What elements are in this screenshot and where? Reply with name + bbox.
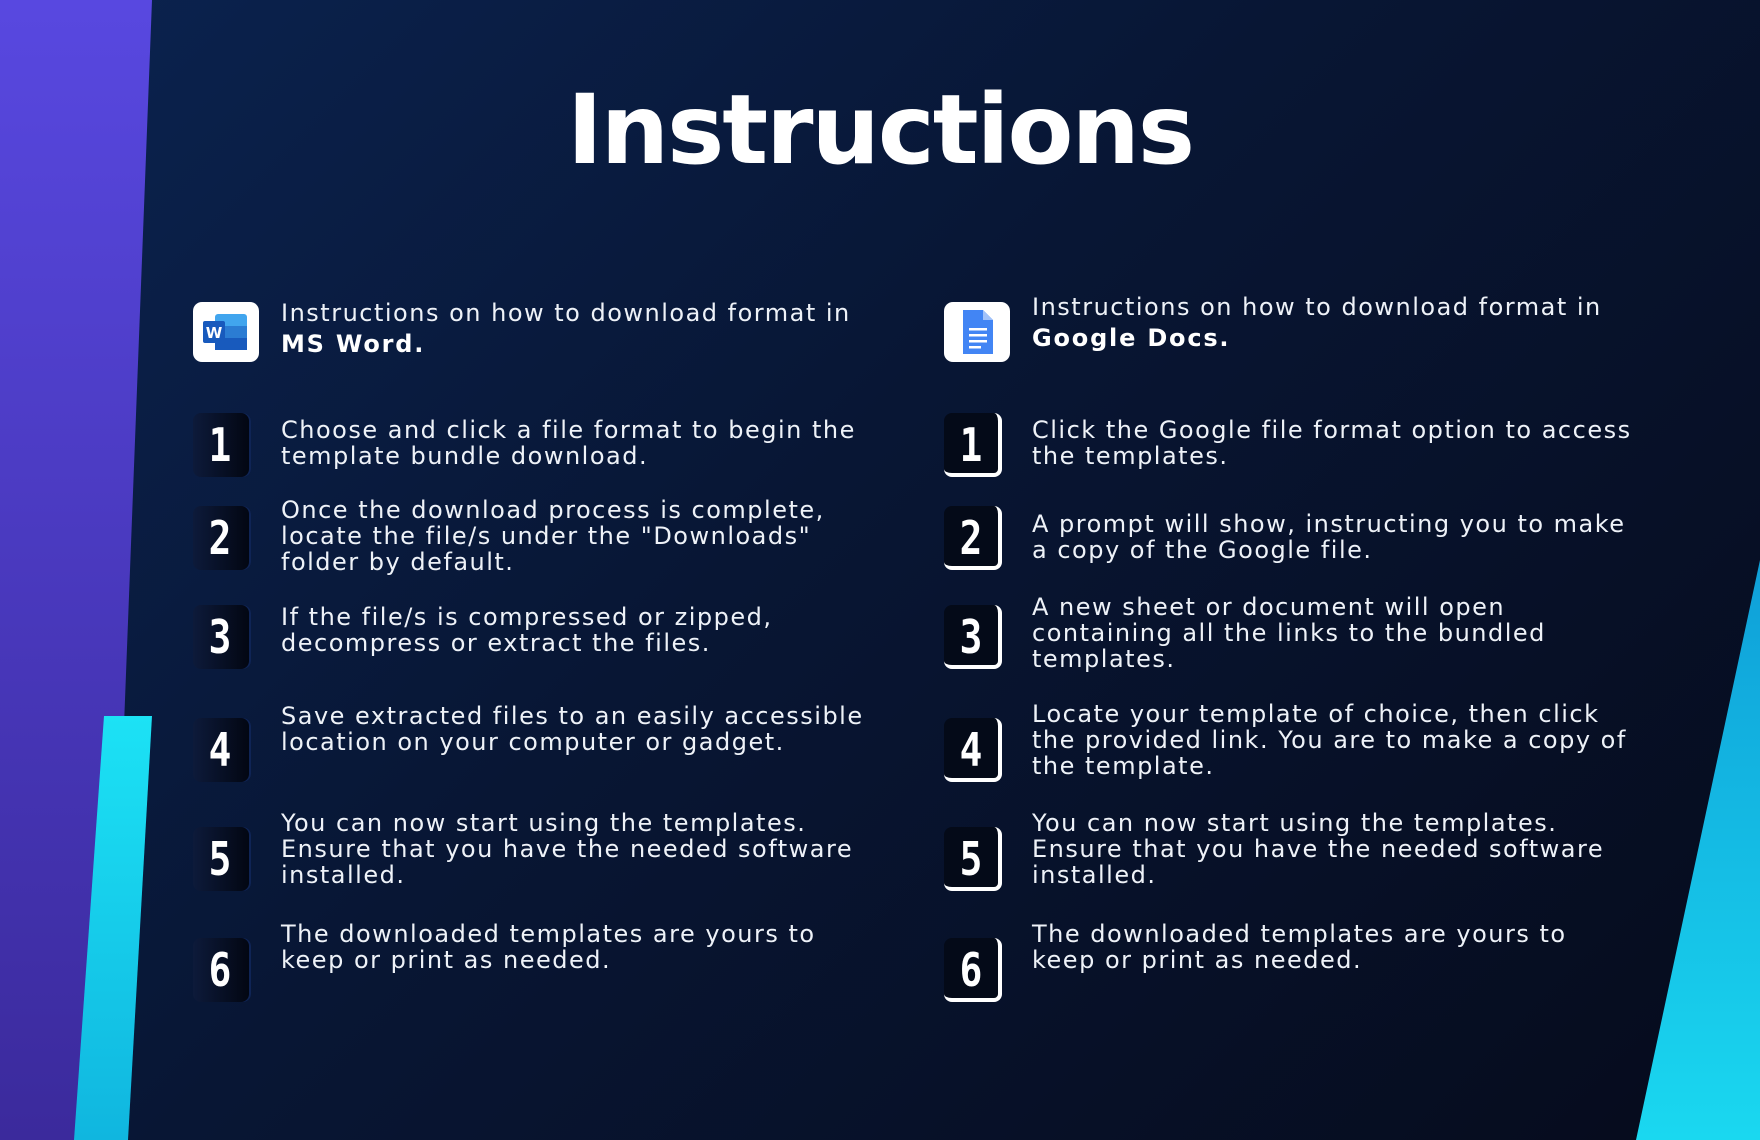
step-number-badge: 2	[193, 506, 251, 570]
step-number-badge: 1	[944, 413, 1002, 477]
google-docs-column	[944, 293, 1632, 997]
ms-word-column	[193, 299, 873, 997]
step-number-badge: 1	[193, 413, 251, 477]
google-docs-header	[944, 293, 1624, 364]
step-number-badge: 6	[944, 938, 1002, 1002]
step-text: Save extracted files to an easily accessible location on your computer or gadget.	[281, 702, 864, 756]
google-docs-label: Google Docs.	[1032, 324, 1231, 352]
step-text: You can now start using the templates. Ensure that you have the needed software installed.	[281, 809, 854, 889]
ms-word-label: MS Word.	[281, 330, 426, 358]
step-number-badge: 2	[944, 506, 1002, 570]
step-number-badge: 4	[944, 718, 1002, 782]
ms-word-icon	[193, 302, 259, 362]
step-number-badge: 4	[193, 718, 251, 782]
step-number-badge: 3	[944, 605, 1002, 669]
step-number-badge: 6	[193, 938, 251, 1002]
step-number-badge: 3	[193, 605, 251, 669]
svg-text:W: W	[205, 324, 223, 342]
step-text: Choose and click a file format to begin the template bundle download.	[281, 416, 856, 470]
step-number-badge: 5	[944, 827, 1002, 891]
step-text: The downloaded templates are yours to keep or print as needed.	[281, 920, 816, 974]
step-text: Click the Google file format option to access the templates.	[1032, 416, 1632, 470]
step-text: A new sheet or document will open containing all the links to the bundled templates.	[1032, 593, 1546, 673]
step-text: The downloaded templates are yours to keep or print as needed.	[1032, 920, 1567, 974]
step-text: If the file/s is compressed or zipped, decompress or extract the files.	[281, 603, 773, 657]
step-text: Once the download process is complete, locate the file/s under the "Downloads" folder by default.	[281, 496, 825, 576]
page-title: Instructions	[567, 74, 1193, 186]
step-number-badge: 5	[193, 827, 251, 891]
step-text: Locate your template of choice, then click the provided link. You are to make a copy of the template.	[1032, 700, 1627, 780]
cyan-stripe-right	[1636, 560, 1760, 1140]
step-text: You can now start using the templates. Ensure that you have the needed software installed.	[1032, 809, 1605, 889]
google-docs-heading: Instructions on how to download format in Google Docs.	[1032, 293, 1602, 352]
ms-word-header	[193, 300, 873, 364]
google-docs-icon	[944, 302, 1010, 362]
ms-word-heading: Instructions on how to download format in MS Word.	[281, 299, 851, 358]
step-text: A prompt will show, instructing you to make a copy of the Google file.	[1032, 510, 1626, 564]
